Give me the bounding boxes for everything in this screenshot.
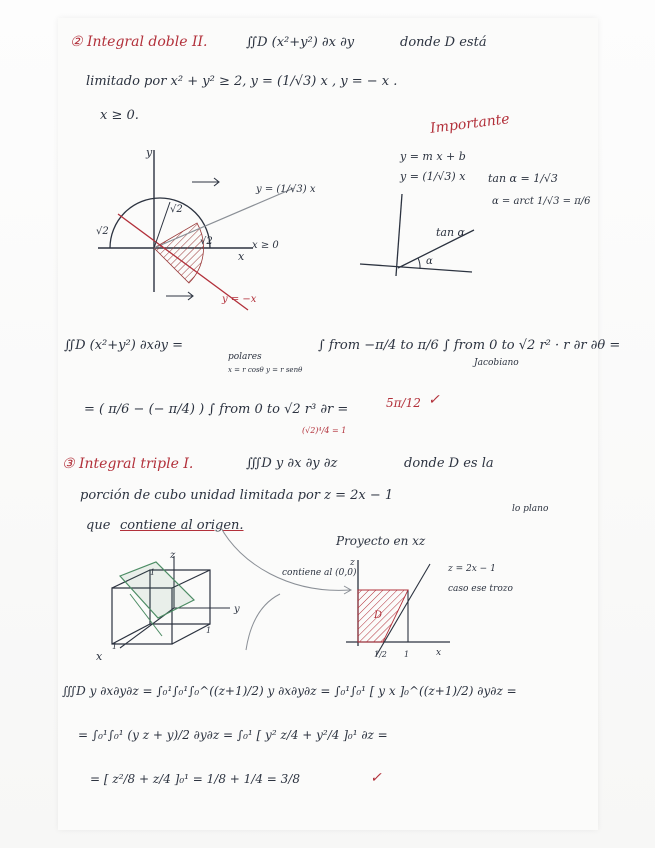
fig1-radius-top: √2 (170, 204, 183, 215)
problem3-line2: porción de cubo unidad limitada por z = 2x − 1 (80, 488, 394, 503)
eq-alpha-value: α = arct 1/√3 = π/6 (492, 196, 591, 207)
problem2-line3: x ≥ 0. (100, 108, 139, 123)
problem3-integral: ∭D y ∂x ∂y ∂z (246, 456, 338, 471)
cube-x-label: x (96, 650, 103, 663)
problem3-title: ③ Integral triple I. (62, 456, 194, 472)
projection-one-tick: 1 (404, 650, 410, 659)
annotation-arrows (200, 524, 360, 654)
solution2-right: ∫ from −π/4 to π/6 ∫ from 0 to √2 r² · r ∂r ∂θ = (318, 338, 621, 353)
projection-half-tick: 1/2 (374, 650, 387, 659)
cube-y-label: y (234, 604, 240, 615)
eq-tan-alpha: tan α = 1/√3 (488, 172, 558, 185)
polar-substitution: x = r cosθ y = r senθ (228, 366, 303, 374)
angle-sketch (360, 190, 480, 290)
check-mark-2: ✓ (428, 392, 440, 408)
check-mark-3: ✓ (370, 770, 382, 786)
fig1-condition: x ≥ 0 (252, 240, 279, 251)
fig1-radius-right: √2 (200, 236, 213, 247)
plane-equation-label: z = 2x − 1 (448, 564, 496, 574)
problem2-line2: limitado por x² + y² ≥ 2, y = (1/√3) x , y = − x . (86, 74, 398, 89)
eq-line-specific: y = (1/√3) x (400, 170, 466, 183)
problem3-line3-a: que (86, 518, 111, 533)
projection-x-label: x (436, 648, 442, 658)
cube-one-z: 1 (150, 568, 156, 577)
cube-one-x: 1 (112, 642, 118, 651)
fig1-line-upper: y = (1/√3) x (256, 184, 316, 195)
fig2-tan-label: tan α (436, 226, 465, 239)
solution2-result: 5π/12 (386, 396, 421, 410)
side-calculation: (√2)⁴/4 = 1 (302, 426, 347, 435)
paper-sheet (58, 18, 598, 830)
eq-line-general: y = m x + b (400, 150, 466, 163)
cube-z-label: z (170, 550, 176, 561)
problem2-condition: donde D está (400, 35, 487, 50)
solution3-step3: = [ z²/8 + z/4 ]₀¹ = 1/8 + 1/4 = 3/8 (90, 772, 300, 786)
problem3-line3-b: contiene al origen. (120, 518, 244, 533)
region-sketch (88, 142, 318, 312)
plane-note: lo plano (512, 504, 549, 514)
solution3-step1: ∭D y ∂x∂y∂z = ∫₀¹∫₀¹∫₀^((z+1)/2) y ∂x∂y∂z = ∫₀¹∫₀¹ [ y x ]₀^((z+1)/2) ∂y∂z = (62, 684, 517, 698)
fig1-y-axis-label: y (146, 146, 153, 159)
projection-sketch (346, 556, 456, 656)
piece-note: caso ese trozo (448, 584, 513, 594)
problem2-integral: ∬D (x²+y²) ∂x ∂y (246, 35, 355, 50)
problem2-title: ② Integral doble II. (70, 34, 208, 50)
fig2-alpha-label: α (426, 256, 433, 267)
projection-z-label: z (350, 558, 355, 568)
polar-label: polares (228, 352, 262, 362)
solution2-step2: = ( π/6 − (− π/4) ) ∫ from 0 to √2 r³ ∂r = (84, 402, 349, 417)
cube-one-y: 1 (206, 626, 212, 635)
projection-title: Proyecto en xz (336, 534, 426, 548)
important-note: Importante (429, 111, 511, 137)
solution2-left: ∬D (x²+y²) ∂x∂y = (64, 338, 184, 353)
projection-region-D: D (374, 610, 383, 621)
fig1-radius-left: √2 (96, 226, 109, 237)
fig1-x-axis-label: x (238, 250, 245, 263)
solution3-step2: = ∫₀¹∫₀¹ (y z + y)/2 ∂y∂z = ∫₀¹ [ y² z/4 + y²/4 ]₀¹ ∂z = (78, 728, 388, 742)
fig1-line-lower: y = −x (222, 294, 257, 305)
jacobian-note: Jacobiano (474, 358, 519, 368)
contains-origin-note: contiene al (0,0) (282, 568, 357, 578)
problem3-condition: donde D es la (404, 456, 494, 471)
